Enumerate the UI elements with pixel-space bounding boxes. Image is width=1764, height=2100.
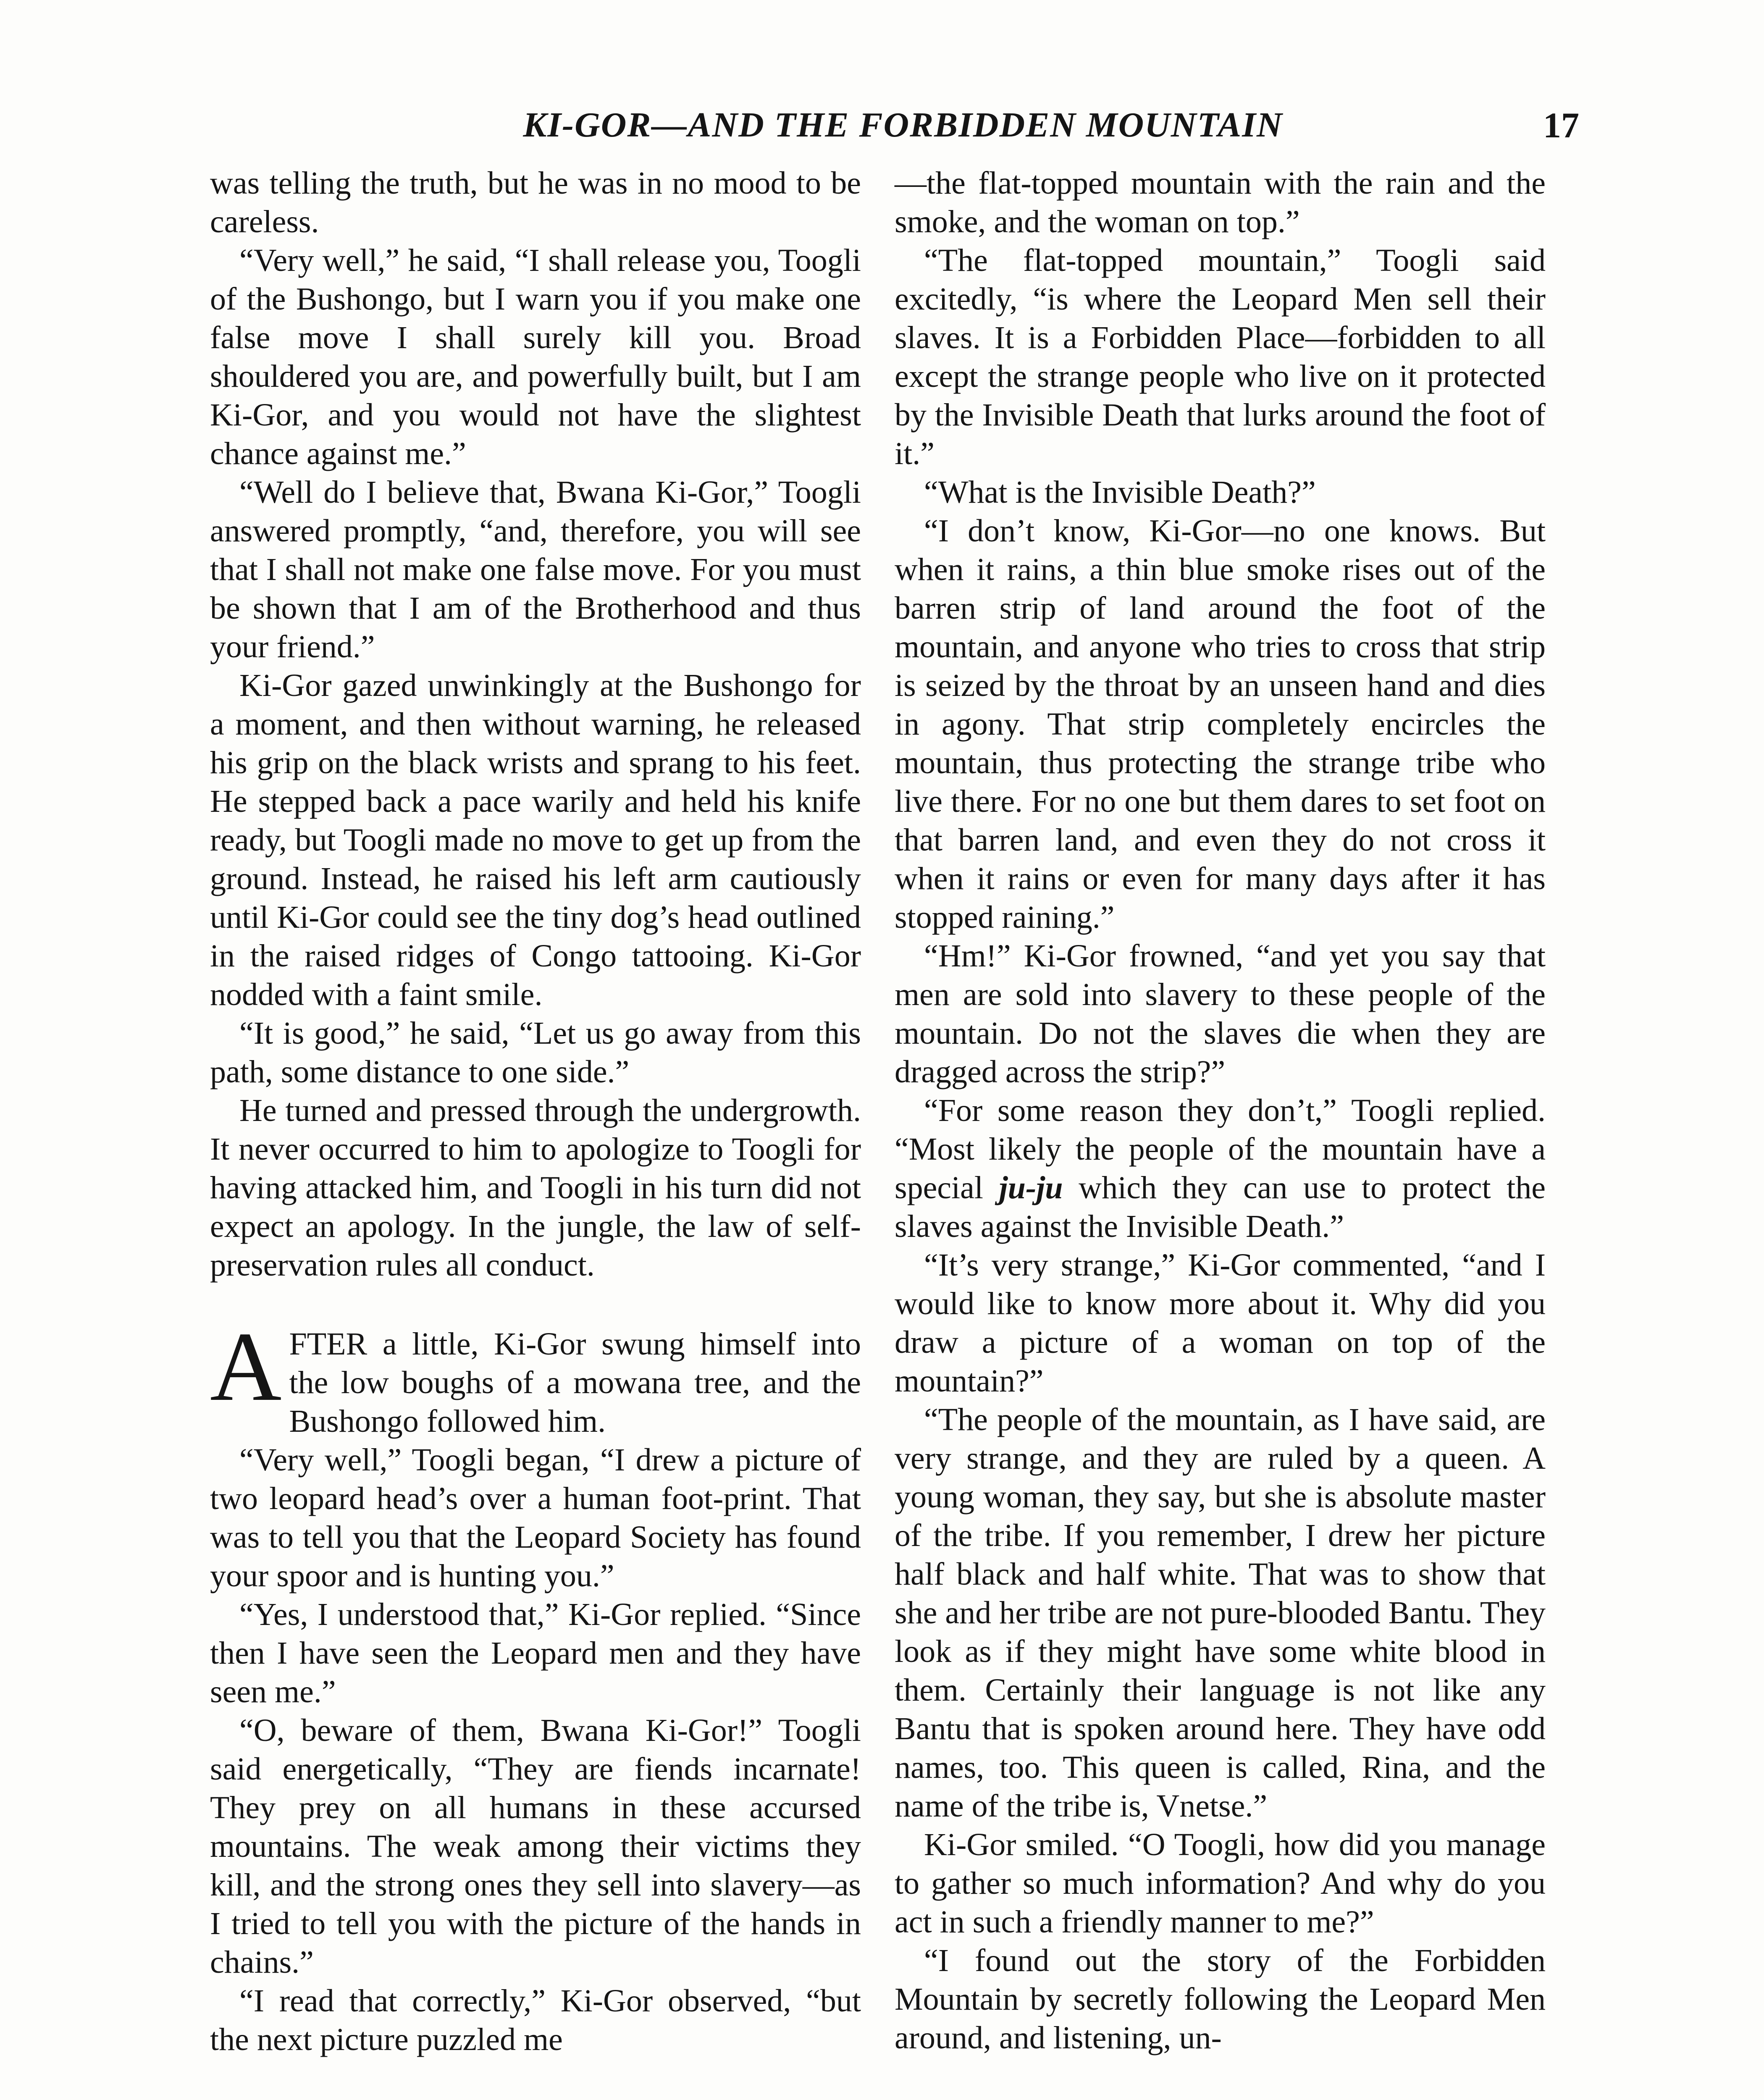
paragraph: “O, beware of them, Bwana Ki-Gor!” Toogli said energetically, “They are fiends incarnate! They prey on all humans in these accursed mountains. The weak among their victims they kill, and the strong ones they sell into slavery—as I tried to tell you with the picture of the hands in chains.” [210, 1713, 861, 1980]
paragraph: “Very well,” he said, “I shall release you, Toogli of the Bushongo, but I warn you if you make one false move I shall surely kill you. Broad shouldered you are, and powerfully built, but I am Ki-Gor, and you would not have the slightest chance against me.” [210, 243, 861, 471]
juju-after: which they can use to protect the slaves against the Invisible Death.” [895, 1170, 1546, 1244]
paragraph: “The people of the mountain, as I have said, are very strange, and they are ruled by a queen. A young woman, they say, but she is absolute master of the tribe. If you remember, I drew her picture half black and half white. That was to show that she and her tribe are not pure-blooded Bantu. They look as if they might have some white blood in them. Certainly their language is not like any Bantu that is spoken around here. They have odd names, too. This queen is called, Rina, and the name of the tribe is, Vnetse.” [895, 1402, 1546, 1824]
running-title: KI-GOR—AND THE FORBIDDEN MOUNTAIN [523, 105, 1283, 144]
paragraph: —the flat-topped mountain with the rain and the smoke, and the woman on top.” [895, 165, 1546, 239]
paragraph: “Well do I believe that, Bwana Ki-Gor,” Toogli answered promptly, “and, therefore, you will see that I shall not make one false move. For you must be shown that I am of the Brotherhood and thus your friend.” [210, 475, 861, 664]
juju-before: “For some reason they don’t,” Toogli replied. “Most likely the people of the mountain have a special [895, 1093, 1546, 1205]
paragraph: “What is the Invisible Death?” [924, 475, 1316, 510]
paragraph: “Hm!” Ki-Gor frowned, “and yet you say that men are sold into slavery to these people of the mountain. Do not the slaves die when they are dragged across the strip?” [895, 938, 1546, 1089]
paragraph: Ki-Gor gazed unwinkingly at the Bushongo for a moment, and then without warning, he released his grip on the black wrists and sprang to his feet. He stepped back a pace warily and held his knife ready, but Toogli made no move to get up from the ground. Instead, he raised his left arm cautiously until Ki-Gor could see the tiny dog’s head outlined in the raised ridges of Congo tattooing. Ki-Gor nodded with a faint smile. [210, 668, 861, 1012]
paragraph: “Very well,” Toogli began, “I drew a picture of two leopard head’s over a human foot-print. That was to tell you that the Leopard Society has found your spoor and is hunting you.” [210, 1442, 861, 1593]
paragraph: “The flat-topped mountain,” Toogli said excitedly, “is where the Leopard Men sell their slaves. It is a Forbidden Place—forbidden to all except the strange people who live on it protected by the Invisible Death that lurks around the foot of it.” [895, 243, 1546, 471]
paragraph: “I don’t know, Ki-Gor—no one knows. But when it rains, a thin blue smoke rises out of the barren strip of land around the foot of the mountain, and anyone who tries to cross that strip is seized by the throat by an unseen hand and dies in agony. That strip completely encircles the mountain, thus protecting the strange tribe who live there. For no one but them dares to set foot on that barren land, and even they do not cross it when it rains or even for many days after it has stopped raining.” [895, 513, 1546, 935]
drop-cap: A [210, 1312, 282, 1422]
section-opening-text: FTER a little, Ki-Gor swung himself into the low boughs of a mowana tree, and the Bushongo followed him. [289, 1326, 861, 1439]
juju-paragraph [895, 1091, 1546, 1246]
paragraph: He turned and pressed through the undergrowth. It never occurred to him to apologize to Toogli for having attacked him, and Toogli in his turn did not expect an apology. In the jungle, the law of self-preservation rules all conduct. [210, 1093, 861, 1283]
section-opening-paragraph [210, 1312, 861, 1441]
juju-word: ju-ju [999, 1170, 1063, 1205]
paragraph: Ki-Gor smiled. “O Toogli, how did you manage to gather so much information? And why do you act in such a friendly manner to me?” [895, 1827, 1546, 1940]
paragraph: “I read that correctly,” Ki-Gor observed, “but the next picture puzzled me [210, 1983, 861, 2057]
left-column [210, 164, 861, 2059]
paragraph: “Yes, I understood that,” Ki-Gor replied. “Since then I have seen the Leopard men and they have seen me.” [210, 1597, 861, 1709]
right-column [895, 164, 1546, 2057]
paragraph: “It is good,” he said, “Let us go away from this path, some distance to one side.” [210, 1016, 861, 1089]
paragraph: “It’s very strange,” Ki-Gor commented, “and I would like to know more about it. Why did you draw a picture of a woman on top of the mountain?” [895, 1247, 1546, 1399]
page-number: 17 [1543, 105, 1579, 145]
paragraph: “I found out the story of the Forbidden Mountain by secretly following the Leopard Men around, and listening, un- [895, 1943, 1546, 2055]
paragraph: was telling the truth, but he was in no mood to be careless. [210, 165, 861, 239]
